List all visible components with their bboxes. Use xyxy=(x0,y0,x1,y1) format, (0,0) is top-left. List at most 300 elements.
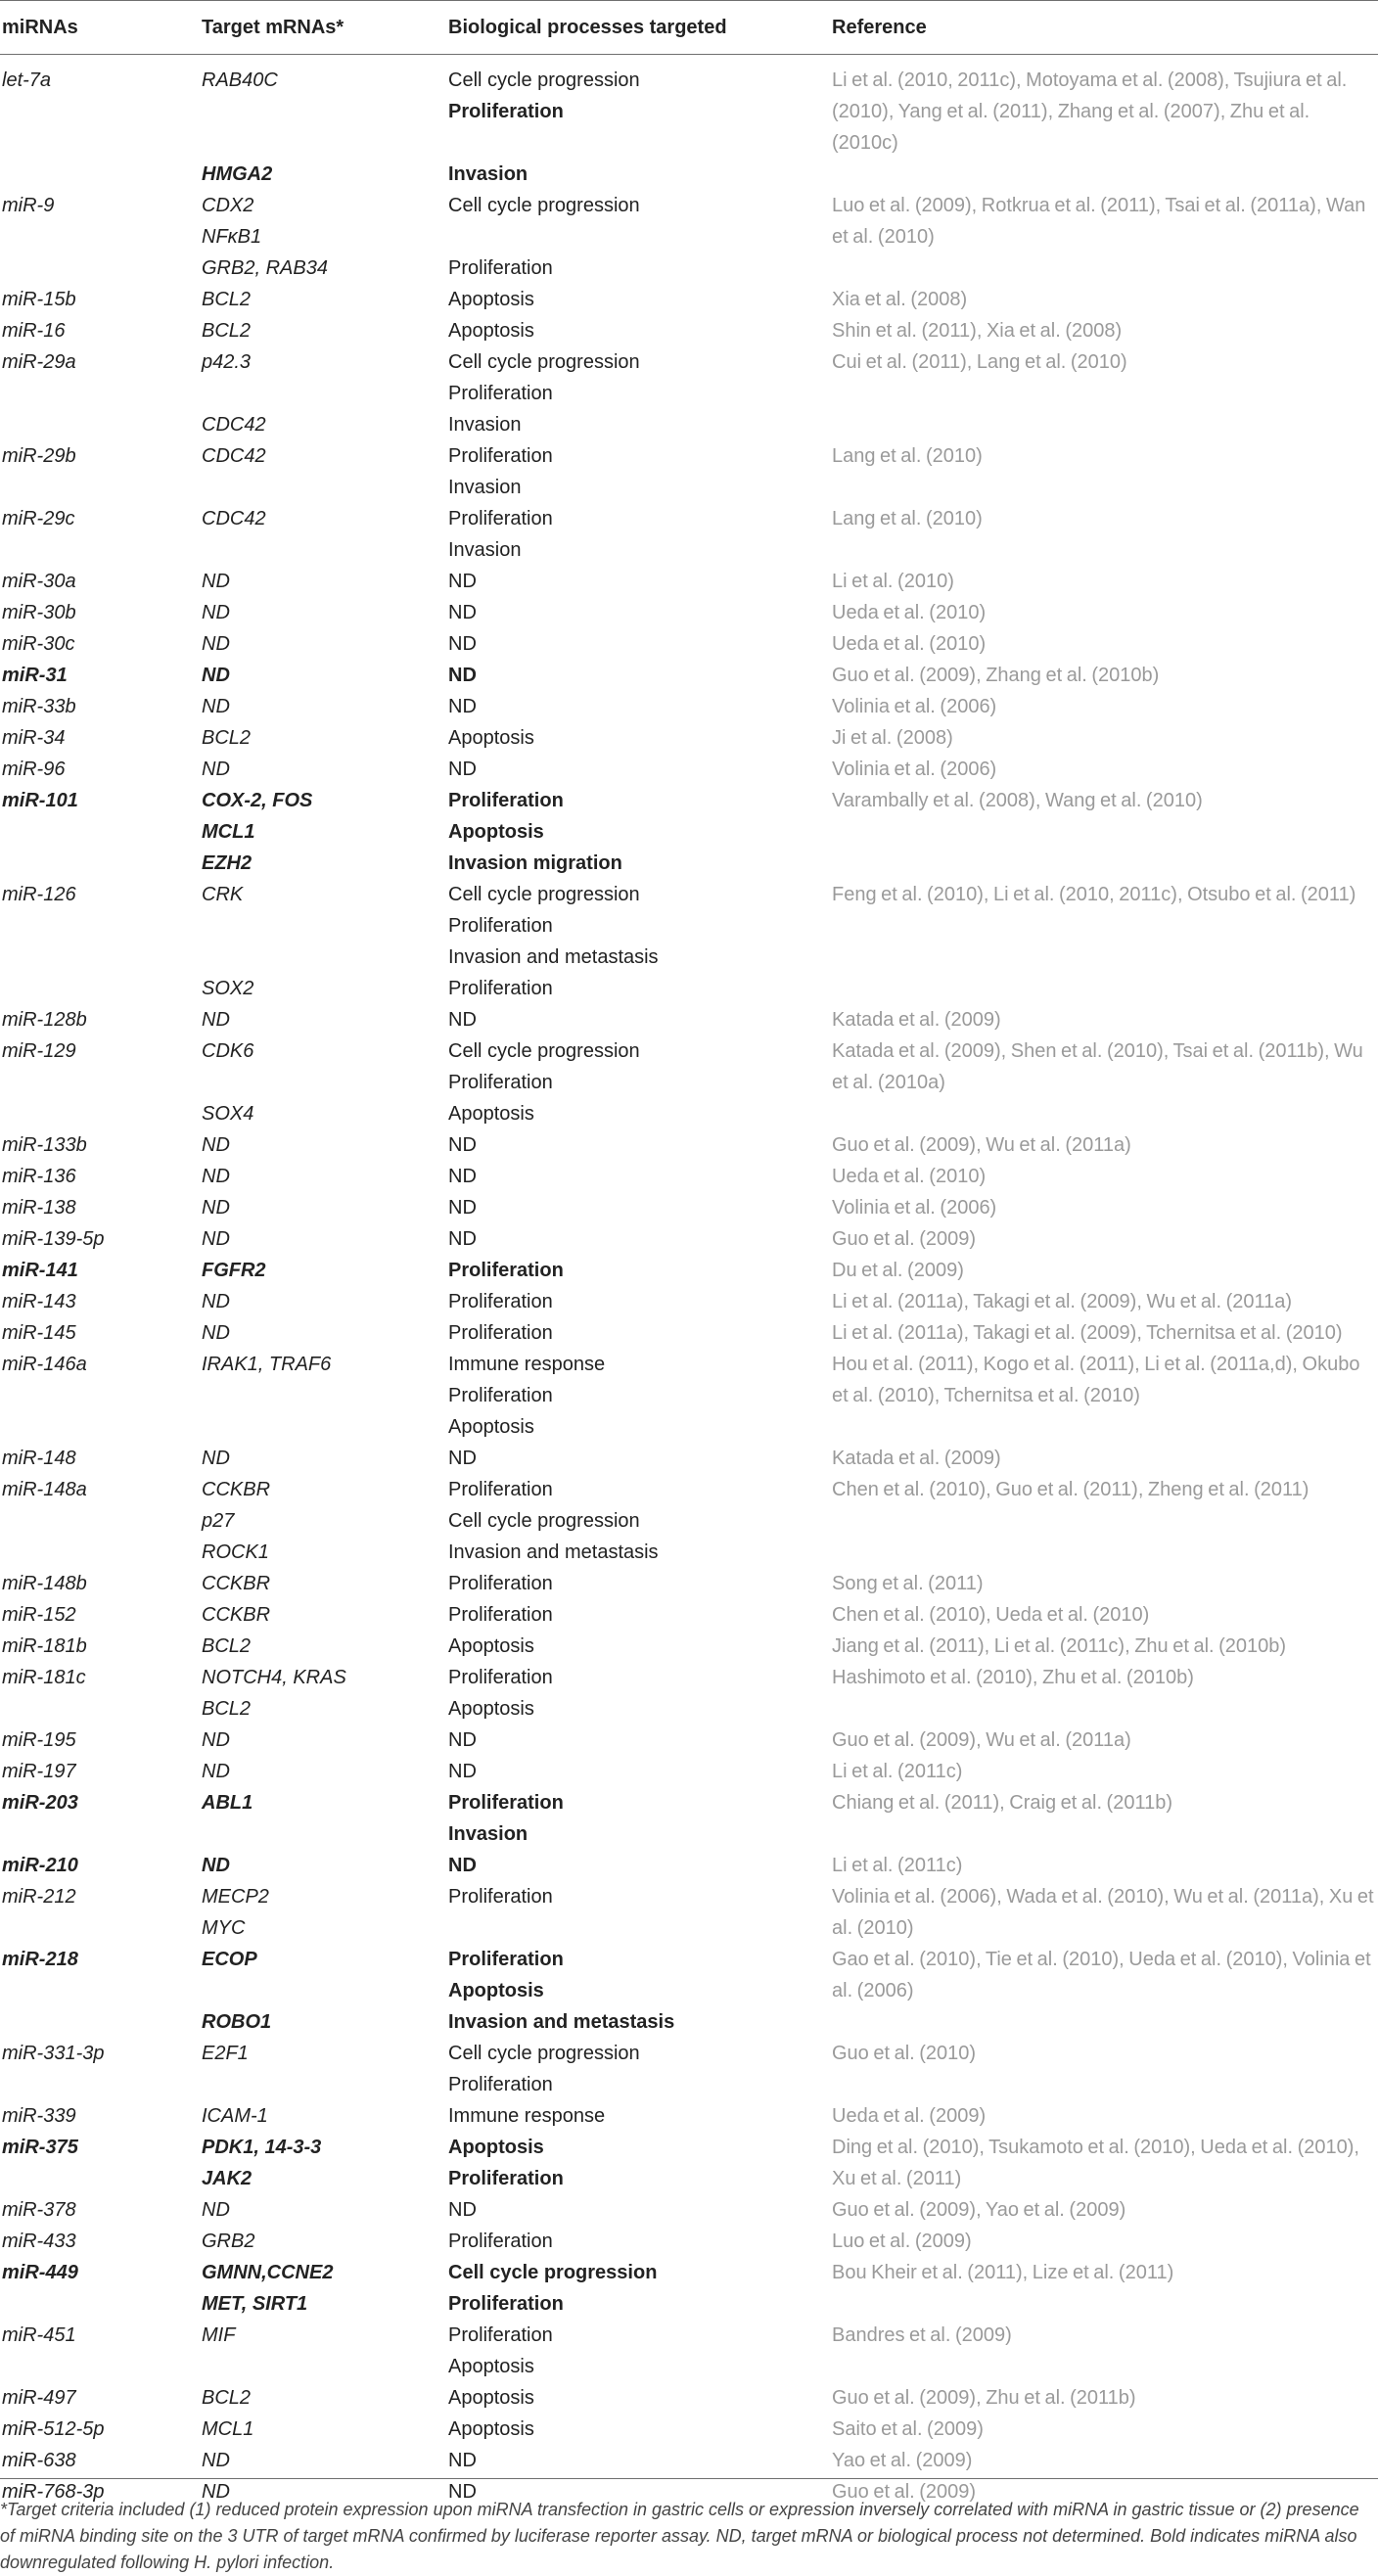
table-row xyxy=(0,284,1378,315)
target-mrna-cell xyxy=(198,2414,444,2445)
target-mrna-cell xyxy=(198,190,444,253)
biological-process-cell xyxy=(444,2414,828,2445)
mirna-cell: miR-128b xyxy=(2,1009,87,1031)
mirna-cell: miR-512-5p xyxy=(2,2418,105,2440)
target-mrna: MYC xyxy=(202,1917,246,1939)
biological-process: Invasion xyxy=(448,539,522,561)
biological-process-cell xyxy=(444,190,828,253)
table-row xyxy=(0,1474,1378,1568)
target-mrna: ND xyxy=(202,1448,230,1469)
reference-cell: Feng et al. (2010), Li et al. (2010, 2011c), Otsubo et al. (2011) xyxy=(832,884,1356,905)
target-mrna-cell xyxy=(198,2320,444,2382)
header-reference: Reference xyxy=(832,16,927,38)
reference-cell: Volinia et al. (2006) xyxy=(832,759,997,780)
table-row xyxy=(0,159,1378,190)
table-row xyxy=(0,2257,1378,2320)
mirna-cell: miR-133b xyxy=(2,1134,87,1156)
target-mrna: CDC42 xyxy=(202,508,266,529)
biological-process: ND xyxy=(448,602,477,623)
mirna-cell: miR-152 xyxy=(2,1604,76,1626)
table-row xyxy=(0,2445,1378,2476)
mirna-cell: let-7a xyxy=(2,69,52,91)
biological-process-cell xyxy=(444,1317,828,1349)
biological-process-cell xyxy=(444,1725,828,1756)
table-row xyxy=(0,1443,1378,1474)
mirna-cell: miR-33b xyxy=(2,696,76,717)
reference-cell: Song et al. (2011) xyxy=(832,1573,984,1594)
target-mrna: ECOP xyxy=(202,1949,257,1970)
target-mrna: CCKBR xyxy=(202,1479,271,1500)
target-mrna: BCL2 xyxy=(202,320,252,342)
biological-process-cell xyxy=(444,1944,828,2006)
biological-process: Proliferation xyxy=(448,383,553,404)
target-mrna: CCKBR xyxy=(202,1604,271,1626)
mirna-cell: miR-138 xyxy=(2,1197,76,1219)
target-mrna: NOTCH4, KRAS xyxy=(202,1667,346,1688)
biological-process-cell xyxy=(444,1035,828,1098)
target-mrna: ND xyxy=(202,1009,230,1031)
biological-process-cell xyxy=(444,503,828,566)
table-row xyxy=(0,785,1378,816)
target-mrna: CDC42 xyxy=(202,414,266,436)
reference-cell: Guo et al. (2009), Zhang et al. (2010b) xyxy=(832,665,1160,686)
biological-process-cell xyxy=(444,2226,828,2257)
biological-process: Apoptosis xyxy=(448,1416,534,1438)
reference-cell: Ueda et al. (2010) xyxy=(832,633,987,655)
biological-process-cell xyxy=(444,1850,828,1881)
target-mrna: E2F1 xyxy=(202,2043,249,2064)
target-mrna-cell xyxy=(198,2226,444,2257)
reference-cell: Lang et al. (2010) xyxy=(832,508,983,529)
target-mrna-cell xyxy=(198,440,444,503)
mirna-cell: miR-143 xyxy=(2,1291,76,1312)
target-mrna-cell xyxy=(198,1944,444,2006)
mirna-cell xyxy=(0,1098,198,1129)
target-mrna: CDX2 xyxy=(202,195,254,216)
target-mrna: ND xyxy=(202,1291,230,1312)
mirna-cell: miR-195 xyxy=(2,1729,76,1751)
target-mrna: CDC42 xyxy=(202,445,266,467)
reference-cell: Katada et al. (2009), Shen et al. (2010), Tsai et al. (2011b), Wu et al. (2010a) xyxy=(832,1040,1363,1093)
biological-process: Cell cycle progression xyxy=(448,69,640,91)
target-mrna-cell xyxy=(198,1035,444,1098)
target-mrna: ND xyxy=(202,1197,230,1219)
target-mrna-cell xyxy=(198,346,444,409)
reference-cell: Volinia et al. (2006) xyxy=(832,1197,997,1219)
reference-cell: Li et al. (2011a), Takagi et al. (2009), Wu et al. (2011a) xyxy=(832,1291,1293,1312)
mirna-cell: miR-449 xyxy=(2,2262,78,2283)
reference-cell: Ji et al. (2008) xyxy=(832,727,953,749)
biological-process: Invasion xyxy=(448,414,522,436)
target-mrna-cell xyxy=(198,315,444,346)
mirna-cell: miR-339 xyxy=(2,2105,76,2127)
reference-cell: Varambally et al. (2008), Wang et al. (2010) xyxy=(832,790,1203,811)
reference-cell: Gao et al. (2010), Tie et al. (2010), Ueda et al. (2010), Volinia et al. (2006) xyxy=(832,1949,1371,2001)
biological-process: Proliferation xyxy=(448,1479,553,1500)
table-row xyxy=(0,1568,1378,1599)
biological-process: ND xyxy=(448,2450,477,2471)
target-mrna-cell xyxy=(198,55,444,160)
biological-process: Apoptosis xyxy=(448,289,534,310)
reference-cell: Li et al. (2010, 2011c), Motoyama et al. (2008), Tsujiura et al. (2010), Yang et al. (2011), Zhang et al. (2007), Zhu et al. (2010c) xyxy=(832,69,1348,154)
reference-cell: Luo et al. (2009), Rotkrua et al. (2011), Tsai et al. (2011a), Wan et al. (2010) xyxy=(832,195,1366,248)
table-row xyxy=(0,346,1378,409)
reference-cell: Guo et al. (2010) xyxy=(832,2043,977,2064)
target-mrna-cell xyxy=(198,409,444,440)
reference-cell: Shin et al. (2011), Xia et al. (2008) xyxy=(832,320,1123,342)
reference-cell: Bou Kheir et al. (2011), Lize et al. (2011) xyxy=(832,2262,1174,2283)
biological-process: ND xyxy=(448,1448,477,1469)
table-row xyxy=(0,754,1378,785)
target-mrna: p42.3 xyxy=(202,351,252,373)
biological-process: Proliferation xyxy=(448,1604,553,1626)
table-row xyxy=(0,816,1378,848)
mirna-cell: miR-768-3p xyxy=(2,2481,105,2503)
biological-process: Proliferation xyxy=(448,1322,553,1344)
biological-process-cell xyxy=(444,2194,828,2226)
mirna-cell: miR-96 xyxy=(2,759,66,780)
table-row xyxy=(0,1725,1378,1756)
table-row xyxy=(0,1850,1378,1881)
biological-process: Invasion migration xyxy=(448,852,622,874)
biological-process: ND xyxy=(448,1009,477,1031)
target-mrna: BCL2 xyxy=(202,2387,252,2409)
biological-process-cell xyxy=(444,1568,828,1599)
biological-process: Cell cycle progression xyxy=(448,1040,640,1062)
reference-cell: Hou et al. (2011), Kogo et al. (2011), Li et al. (2011a,d), Okubo et al. (2010), Tchernitsa et al. (2010) xyxy=(832,1354,1360,1406)
biological-process-cell xyxy=(444,2382,828,2414)
target-mrna-cell xyxy=(198,1474,444,1568)
biological-process-cell xyxy=(444,1129,828,1161)
target-mrna: ND xyxy=(202,665,230,686)
table-row xyxy=(0,1286,1378,1317)
target-mrna: ND xyxy=(202,571,230,592)
table-row xyxy=(0,1787,1378,1850)
table-body xyxy=(0,55,1378,2508)
table-row xyxy=(0,2100,1378,2132)
table-row xyxy=(0,1944,1378,2006)
table-row xyxy=(0,1223,1378,1255)
reference-cell: Hashimoto et al. (2010), Zhu et al. (2010b) xyxy=(832,1667,1194,1688)
mirna-cell: miR-148a xyxy=(2,1479,87,1500)
biological-process-cell xyxy=(444,816,828,848)
biological-process: Cell cycle progression xyxy=(448,2262,658,2283)
biological-process: Proliferation xyxy=(448,508,553,529)
target-mrna: BCL2 xyxy=(202,1698,252,1720)
target-mrna-cell xyxy=(198,785,444,816)
mirna-cell xyxy=(0,2006,198,2038)
target-mrna: p27 xyxy=(202,1510,235,1532)
biological-process: Invasion xyxy=(448,477,522,498)
table-row xyxy=(0,2414,1378,2445)
biological-process-cell xyxy=(444,253,828,284)
biological-process-cell xyxy=(444,566,828,597)
mirna-cell: miR-331-3p xyxy=(2,2043,105,2064)
reference-cell: Ueda et al. (2010) xyxy=(832,602,987,623)
biological-process-cell xyxy=(444,722,828,754)
target-mrna: MCL1 xyxy=(202,2418,254,2440)
biological-process: Cell cycle progression xyxy=(448,2043,640,2064)
biological-process: Proliferation xyxy=(448,790,564,811)
biological-process-cell xyxy=(444,1255,828,1286)
target-mrna-cell xyxy=(198,691,444,722)
biological-process: Proliferation xyxy=(448,1886,553,1908)
biological-process: Immune response xyxy=(448,1354,606,1375)
table-row xyxy=(0,1599,1378,1631)
biological-process: Proliferation xyxy=(448,1072,553,1093)
reference-cell: Katada et al. (2009) xyxy=(832,1448,1001,1469)
biological-process: Invasion xyxy=(448,163,528,185)
biological-process-cell xyxy=(444,1098,828,1129)
target-mrna: RAB40C xyxy=(202,69,278,91)
target-mrna: CDK6 xyxy=(202,1040,254,1062)
mirna-cell: miR-378 xyxy=(2,2199,76,2221)
reference-cell: Xia et al. (2008) xyxy=(832,289,968,310)
table-row xyxy=(0,503,1378,566)
reference-cell xyxy=(828,253,1378,284)
biological-process-cell xyxy=(444,2006,828,2038)
table-row xyxy=(0,2226,1378,2257)
biological-process-cell xyxy=(444,754,828,785)
biological-process: Proliferation xyxy=(448,2324,553,2346)
table-row xyxy=(0,55,1378,160)
mirna-cell: miR-16 xyxy=(2,320,66,342)
mirna-cell xyxy=(0,973,198,1004)
mirna-cell: miR-375 xyxy=(2,2137,78,2158)
target-mrna: MCL1 xyxy=(202,821,255,843)
reference-cell: Jiang et al. (2011), Li et al. (2011c), Zhu et al. (2010b) xyxy=(832,1635,1287,1657)
table-row xyxy=(0,2038,1378,2100)
biological-process: Cell cycle progression xyxy=(448,1510,640,1532)
table-row xyxy=(0,1662,1378,1725)
biological-process: Apoptosis xyxy=(448,2387,534,2409)
reference-cell: Du et al. (2009) xyxy=(832,1260,964,1281)
reference-cell: Ueda et al. (2010) xyxy=(832,1166,987,1187)
mirna-cell: miR-203 xyxy=(2,1792,78,1814)
target-mrna-cell xyxy=(198,1725,444,1756)
biological-process-cell xyxy=(444,1631,828,1662)
header-mirnas: miRNAs xyxy=(2,16,78,38)
target-mrna-cell xyxy=(198,2006,444,2038)
biological-process: ND xyxy=(448,696,477,717)
target-mrna-cell xyxy=(198,628,444,660)
biological-process: Apoptosis xyxy=(448,2418,534,2440)
target-mrna: ROBO1 xyxy=(202,2011,272,2033)
biological-process: Apoptosis xyxy=(448,727,534,749)
mirna-cell: miR-197 xyxy=(2,1761,76,1782)
biological-process-cell xyxy=(444,315,828,346)
biological-process: Proliferation xyxy=(448,1260,564,1281)
reference-cell: Volinia et al. (2006) xyxy=(832,696,997,717)
biological-process-cell xyxy=(444,1161,828,1192)
reference-cell xyxy=(828,2006,1378,2038)
table-row xyxy=(0,1317,1378,1349)
biological-process: Immune response xyxy=(448,2105,606,2127)
biological-process: Apoptosis xyxy=(448,2356,534,2377)
mirna-cell xyxy=(0,159,198,190)
target-mrna-cell xyxy=(198,2257,444,2320)
biological-process: ND xyxy=(448,2199,477,2221)
target-mrna: JAK2 xyxy=(202,2168,253,2189)
mirna-cell xyxy=(0,848,198,879)
target-mrna: ND xyxy=(202,759,230,780)
target-mrna-cell xyxy=(198,1004,444,1035)
reference-cell: Katada et al. (2009) xyxy=(832,1009,1001,1031)
reference-cell: Guo et al. (2009), Yao et al. (2009) xyxy=(832,2199,1126,2221)
target-mrna: BCL2 xyxy=(202,1635,252,1657)
biological-process: Apoptosis xyxy=(448,1698,534,1720)
biological-process: ND xyxy=(448,1166,477,1187)
target-mrna-cell xyxy=(198,816,444,848)
biological-process-cell xyxy=(444,1787,828,1850)
biological-process: Cell cycle progression xyxy=(448,351,640,373)
table-row xyxy=(0,2320,1378,2382)
reference-cell: Guo et al. (2009), Zhu et al. (2011b) xyxy=(832,2387,1136,2409)
mirna-cell: miR-30a xyxy=(2,571,76,592)
reference-cell xyxy=(828,159,1378,190)
target-mrna-cell xyxy=(198,1662,444,1725)
target-mrna-cell xyxy=(198,1349,444,1443)
mirna-cell: miR-30c xyxy=(2,633,75,655)
mirna-cell: miR-148b xyxy=(2,1573,87,1594)
reference-cell: Li et al. (2011c) xyxy=(832,1761,963,1782)
biological-process-cell xyxy=(444,1756,828,1787)
target-mrna: GMNN,CCNE2 xyxy=(202,2262,334,2283)
target-mrna-cell xyxy=(198,1568,444,1599)
reference-cell: Li et al. (2011c) xyxy=(832,1855,963,1876)
biological-process-cell xyxy=(444,2445,828,2476)
target-mrna-cell xyxy=(198,2194,444,2226)
biological-process-cell xyxy=(444,1599,828,1631)
biological-process: Proliferation xyxy=(448,2293,564,2315)
reference-cell xyxy=(828,1098,1378,1129)
biological-process-cell xyxy=(444,1192,828,1223)
target-mrna: ND xyxy=(202,1322,230,1344)
mirna-cell: miR-497 xyxy=(2,2387,76,2409)
mirna-cell: miR-210 xyxy=(2,1855,78,1876)
target-mrna: BCL2 xyxy=(202,289,252,310)
biological-process-cell xyxy=(444,2038,828,2100)
mirna-cell: miR-15b xyxy=(2,289,76,310)
target-mrna-cell xyxy=(198,1161,444,1192)
table-row xyxy=(0,1756,1378,1787)
reference-cell: Guo et al. (2009) xyxy=(832,1228,977,1250)
table-row xyxy=(0,2006,1378,2038)
reference-cell: Volinia et al. (2006), Wada et al. (2010), Wu et al. (2011a), Xu et al. (2010) xyxy=(832,1886,1374,1939)
mirna-cell: miR-31 xyxy=(2,665,68,686)
table-row xyxy=(0,660,1378,691)
table-row xyxy=(0,2382,1378,2414)
reference-cell xyxy=(828,848,1378,879)
table-row xyxy=(0,848,1378,879)
biological-process: Proliferation xyxy=(448,1385,553,1406)
table-row xyxy=(0,253,1378,284)
biological-process-cell xyxy=(444,660,828,691)
mirna-cell xyxy=(0,409,198,440)
target-mrna-cell xyxy=(198,566,444,597)
biological-process: ND xyxy=(448,2481,477,2503)
mirna-cell xyxy=(0,816,198,848)
table-row xyxy=(0,879,1378,973)
table-row xyxy=(0,1881,1378,1944)
mirna-cell: miR-126 xyxy=(2,884,76,905)
target-mrna: FGFR2 xyxy=(202,1260,266,1281)
target-mrna-cell xyxy=(198,1286,444,1317)
target-mrna-cell xyxy=(198,2100,444,2132)
biological-process: Invasion and metastasis xyxy=(448,2011,675,2033)
reference-cell: Lang et al. (2010) xyxy=(832,445,983,467)
biological-process-cell xyxy=(444,597,828,628)
target-mrna: NFκB1 xyxy=(202,226,262,248)
mirna-cell: miR-212 xyxy=(2,1886,76,1908)
target-mrna: ND xyxy=(202,1729,230,1751)
biological-process-cell xyxy=(444,628,828,660)
mirna-cell: miR-9 xyxy=(2,195,55,216)
table-row xyxy=(0,566,1378,597)
mirna-cell: miR-141 xyxy=(2,1260,78,1281)
table-row xyxy=(0,190,1378,253)
mirna-cell: miR-101 xyxy=(2,790,78,811)
target-mrna: HMGA2 xyxy=(202,163,273,185)
target-mrna-cell xyxy=(198,1192,444,1223)
target-mrna: ND xyxy=(202,2199,230,2221)
mirna-cell: miR-218 xyxy=(2,1949,78,1970)
target-mrna: ND xyxy=(202,696,230,717)
target-mrna-cell xyxy=(198,1098,444,1129)
target-mrna-cell xyxy=(198,1850,444,1881)
target-mrna: IRAK1, TRAF6 xyxy=(202,1354,332,1375)
table-row xyxy=(0,315,1378,346)
table-row xyxy=(0,722,1378,754)
mirna-cell: miR-433 xyxy=(2,2231,76,2252)
table-row xyxy=(0,1129,1378,1161)
biological-process-cell xyxy=(444,1443,828,1474)
table-row xyxy=(0,1161,1378,1192)
biological-process-cell xyxy=(444,2100,828,2132)
mirna-cell: miR-451 xyxy=(2,2324,76,2346)
target-mrna-cell xyxy=(198,1129,444,1161)
biological-process: ND xyxy=(448,1197,477,1219)
reference-cell: Guo et al. (2009) xyxy=(832,2481,977,2503)
biological-process-cell xyxy=(444,848,828,879)
target-mrna: ND xyxy=(202,1855,230,1876)
mirna-cell: miR-145 xyxy=(2,1322,76,1344)
target-mrna-cell xyxy=(198,597,444,628)
target-mrna-cell xyxy=(198,1881,444,1944)
mirna-cell: miR-139-5p xyxy=(2,1228,105,1250)
biological-process: ND xyxy=(448,1855,477,1876)
biological-process-cell xyxy=(444,159,828,190)
mirna-cell: miR-34 xyxy=(2,727,66,749)
reference-cell: Li et al. (2010) xyxy=(832,571,954,592)
biological-process-cell xyxy=(444,2257,828,2320)
target-mrna: ND xyxy=(202,1166,230,1187)
biological-process: Proliferation xyxy=(448,915,553,937)
reference-cell xyxy=(828,973,1378,1004)
target-mrna-cell xyxy=(198,2132,444,2194)
target-mrna-cell xyxy=(198,253,444,284)
target-mrna: PDK1, 14-3-3 xyxy=(202,2137,322,2158)
target-mrna-cell xyxy=(198,973,444,1004)
target-mrna: SOX4 xyxy=(202,1103,254,1125)
target-mrna: SOX2 xyxy=(202,978,254,999)
target-mrna: ND xyxy=(202,2450,230,2471)
target-mrna-cell xyxy=(198,1787,444,1850)
reference-cell: Luo et al. (2009) xyxy=(832,2231,972,2252)
reference-cell: Guo et al. (2009), Wu et al. (2011a) xyxy=(832,1134,1131,1156)
biological-process: Cell cycle progression xyxy=(448,195,640,216)
mirna-cell: miR-29c xyxy=(2,508,75,529)
